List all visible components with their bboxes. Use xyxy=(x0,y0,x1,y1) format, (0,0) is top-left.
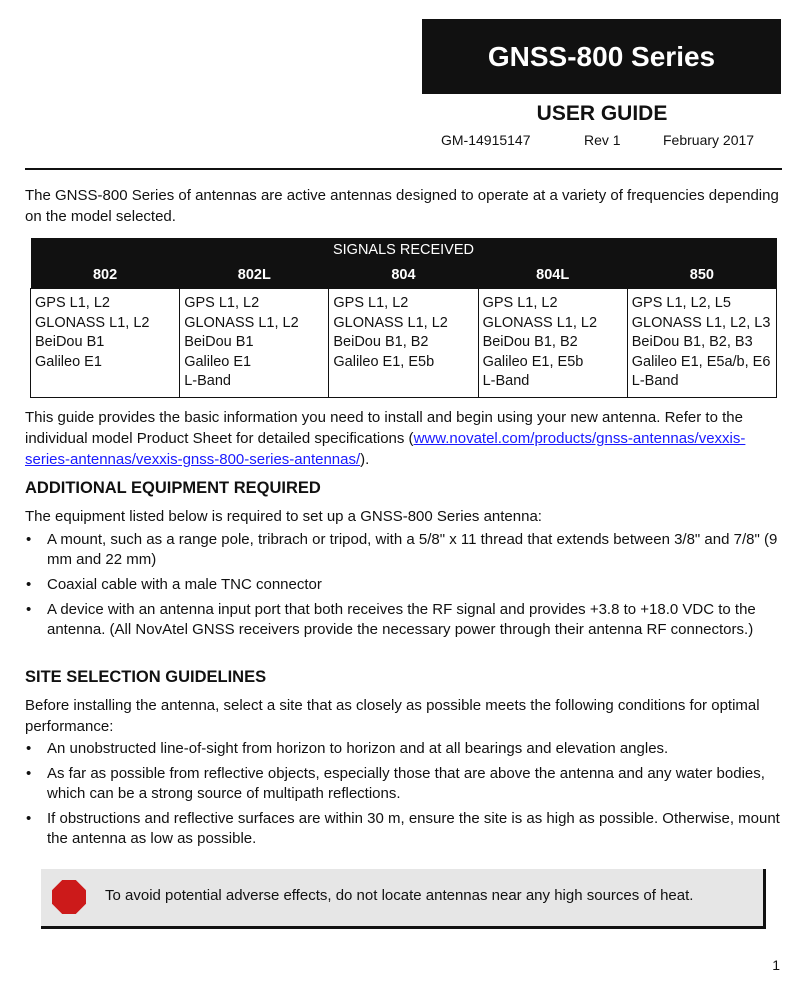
product-sheet-link[interactable]: www.novatel.com/products/gnss-antennas/vexxis-series-antennas/vexxis-gnss-800-series-antennas/ xyxy=(25,430,746,468)
signal-line: Galileo E1 xyxy=(35,353,102,370)
page-number: 1 xyxy=(772,957,780,973)
model-header: 802L xyxy=(180,262,329,289)
intro-paragraph: The GNSS-800 Series of antennas are active antennas designed to operate at a variety of frequencies depending on the model selected. xyxy=(25,187,779,225)
model-header: 850 xyxy=(627,262,776,289)
signal-line: BeiDou B1, B2 xyxy=(333,334,429,350)
signal-line: Galileo E1, E5b xyxy=(482,353,584,370)
list-item: • A mount, such as a range pole, tribrach or tripod, with a 5/8" x 11 thread that extends between 3/8" and 7/8" (9 mm and 22 mm) xyxy=(25,530,783,570)
document-title: GNSS-800 Series xyxy=(487,40,716,72)
list-item: • A device with an antenna input port that both receives the RF signal and provides +3.8 to +18.0 VDC to the antenna. (All NovAtel GNSS receivers provide the necessary power through their antenna RF connectors.) xyxy=(25,600,783,640)
signal-line: Galileo E1, E5a/b, E6 xyxy=(631,353,771,370)
site-intro: Before installing the antenna, select a site that as closely as possible meets the following conditions for optimal performance: xyxy=(25,697,760,735)
publication-date: February 2017 xyxy=(663,132,755,148)
section-heading-site: SITE SELECTION GUIDELINES xyxy=(25,668,267,686)
title-banner xyxy=(422,19,781,94)
signals-cell xyxy=(31,289,180,398)
signals-cell xyxy=(329,289,478,398)
list-item: • If obstructions and reflective surfaces are within 30 m, ensure the site is as high as possible. Otherwise, mount the antenna as low as possible. xyxy=(25,809,783,849)
warning-text: To avoid potential adverse effects, do not locate antennas near any high sources of heat. xyxy=(105,887,694,904)
guide-text-end: ). xyxy=(360,451,370,468)
section-heading-equipment: ADDITIONAL EQUIPMENT REQUIRED xyxy=(25,479,321,497)
signal-line: GLONASS L1, L2 xyxy=(482,314,598,331)
signal-line: GLONASS L1, L2 xyxy=(333,314,448,331)
site-list xyxy=(25,739,783,854)
signal-line: L-Band xyxy=(482,373,530,389)
signal-line: BeiDou B1, B2, B3 xyxy=(631,334,753,350)
signal-line: GLONASS L1, L2 xyxy=(35,314,150,331)
model-header: 804L xyxy=(478,262,627,289)
signal-line: BeiDou B1 xyxy=(35,334,105,350)
signal-line: GPS L1, L2 xyxy=(482,295,558,311)
header-rule xyxy=(25,168,782,170)
signal-line: GLONASS L1, L2 xyxy=(184,314,299,331)
list-item: • An unobstructed line-of-sight from horizon to horizon and at all bearings and elevation angles. xyxy=(25,739,783,759)
signal-line: BeiDou B1, B2 xyxy=(482,334,578,350)
signals-table-caption: SIGNALS RECEIVED xyxy=(31,238,777,262)
signals-cell xyxy=(627,289,776,398)
signal-line: GPS L1, L2, L5 xyxy=(631,295,731,311)
equipment-list xyxy=(25,530,783,645)
signal-line: L-Band xyxy=(631,373,679,389)
document-subtitle: USER GUIDE xyxy=(536,102,668,125)
warning-box xyxy=(41,869,766,929)
doc-number: GM-14915147 xyxy=(441,132,531,148)
signal-line: Galileo E1, E5b xyxy=(333,353,435,370)
signal-line: BeiDou B1 xyxy=(184,334,254,350)
signals-cell xyxy=(478,289,627,398)
list-item: • Coaxial cable with a male TNC connector xyxy=(25,575,783,595)
stop-sign-icon xyxy=(52,880,86,914)
signal-line: GLONASS L1, L2, L3 xyxy=(631,314,771,331)
signals-cell xyxy=(180,289,329,398)
signal-line: GPS L1, L2 xyxy=(35,295,110,311)
revision: Rev 1 xyxy=(584,132,621,148)
guide-text: This guide provides the basic information you need to install and begin using your new antenna. Refer to the individual model Product Sheet for detailed specifications ( xyxy=(25,409,743,447)
signals-table xyxy=(30,238,777,398)
model-header: 804 xyxy=(329,262,478,289)
signal-line: GPS L1, L2 xyxy=(184,295,260,311)
signal-line: GPS L1, L2 xyxy=(333,295,409,311)
model-header: 802 xyxy=(31,262,180,289)
signal-line: Galileo E1 xyxy=(184,353,252,370)
signal-line: L-Band xyxy=(184,373,231,389)
equipment-intro: The equipment listed below is required to set up a GNSS-800 Series antenna: xyxy=(25,508,542,525)
guide-paragraph xyxy=(25,407,783,470)
list-item: • As far as possible from reflective objects, especially those that are above the antenna and any water bodies, which can be a strong source of multipath reflections. xyxy=(25,764,783,804)
